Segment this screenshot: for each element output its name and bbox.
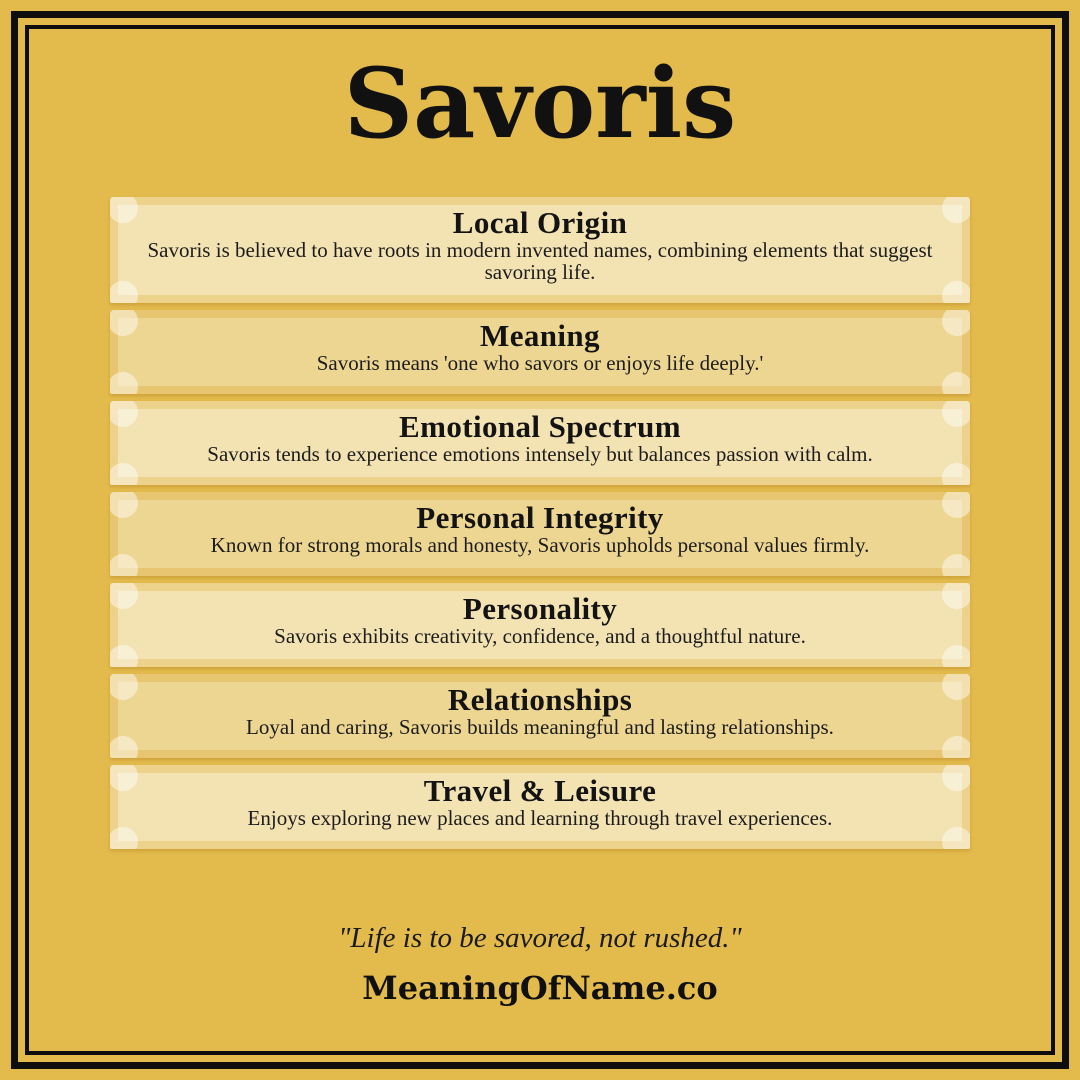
card-inner-panel: [118, 773, 962, 841]
corner-rivet-icon: [942, 197, 970, 223]
corner-rivet-icon: [942, 765, 970, 791]
card-inner-panel: [118, 500, 962, 568]
card-relationships: [110, 674, 970, 758]
card-body-text: Savoris tends to experience emotions intensely but balances passion with calm.: [207, 441, 873, 466]
card-personal-integrity: [110, 492, 970, 576]
card-heading: Personal Integrity: [416, 499, 664, 535]
corner-rivet-icon: [942, 372, 970, 394]
card-body-text: Savoris means 'one who savors or enjoys life deeply.': [316, 350, 764, 375]
card-inner-panel: [118, 682, 962, 750]
card-body-text: Known for strong morals and honesty, Savoris upholds personal values firmly.: [210, 532, 870, 557]
corner-rivet-icon: [942, 736, 970, 758]
corner-rivet-icon: [942, 281, 970, 303]
card-local-origin: [110, 197, 970, 303]
card-travel-leisure: [110, 765, 970, 849]
card-personality: [110, 583, 970, 667]
card-heading: Personality: [462, 590, 618, 626]
corner-rivet-icon: [942, 310, 970, 336]
card-heading: Local Origin: [452, 204, 628, 240]
card-inner-panel: [118, 409, 962, 477]
card-meaning: [110, 310, 970, 394]
corner-rivet-icon: [942, 645, 970, 667]
corner-rivet-icon: [942, 401, 970, 427]
card-inner-panel: [118, 205, 962, 295]
infographic-content: [29, 29, 1051, 1051]
footer-quote: "Life is to be savored, not rushed.": [338, 921, 742, 954]
brand-name: MeaningOfName.co: [362, 969, 718, 1008]
card-emotional-spectrum: [110, 401, 970, 485]
info-card-list: [110, 197, 970, 849]
card-inner-panel: [118, 318, 962, 386]
corner-rivet-icon: [942, 674, 970, 700]
corner-rivet-icon: [942, 554, 970, 576]
card-inner-panel: [118, 591, 962, 659]
card-body-text: Loyal and caring, Savoris builds meaningful and lasting relationships.: [246, 714, 834, 739]
card-heading: Relationships: [447, 681, 633, 717]
card-heading: Travel & Leisure: [423, 772, 657, 808]
corner-rivet-icon: [942, 827, 970, 849]
corner-rivet-icon: [942, 463, 970, 485]
page-title: Savoris: [343, 47, 737, 160]
corner-rivet-icon: [942, 583, 970, 609]
card-heading: Emotional Spectrum: [399, 408, 681, 444]
card-heading: Meaning: [480, 317, 600, 353]
card-body-text: Savoris exhibits creativity, confidence, and a thoughtful nature.: [274, 623, 806, 648]
card-body-text: Savoris is believed to have roots in modern invented names, combining elements that suggest savoring life.: [147, 237, 933, 284]
corner-rivet-icon: [942, 492, 970, 518]
card-body-text: Enjoys exploring new places and learning through travel experiences.: [247, 805, 833, 830]
